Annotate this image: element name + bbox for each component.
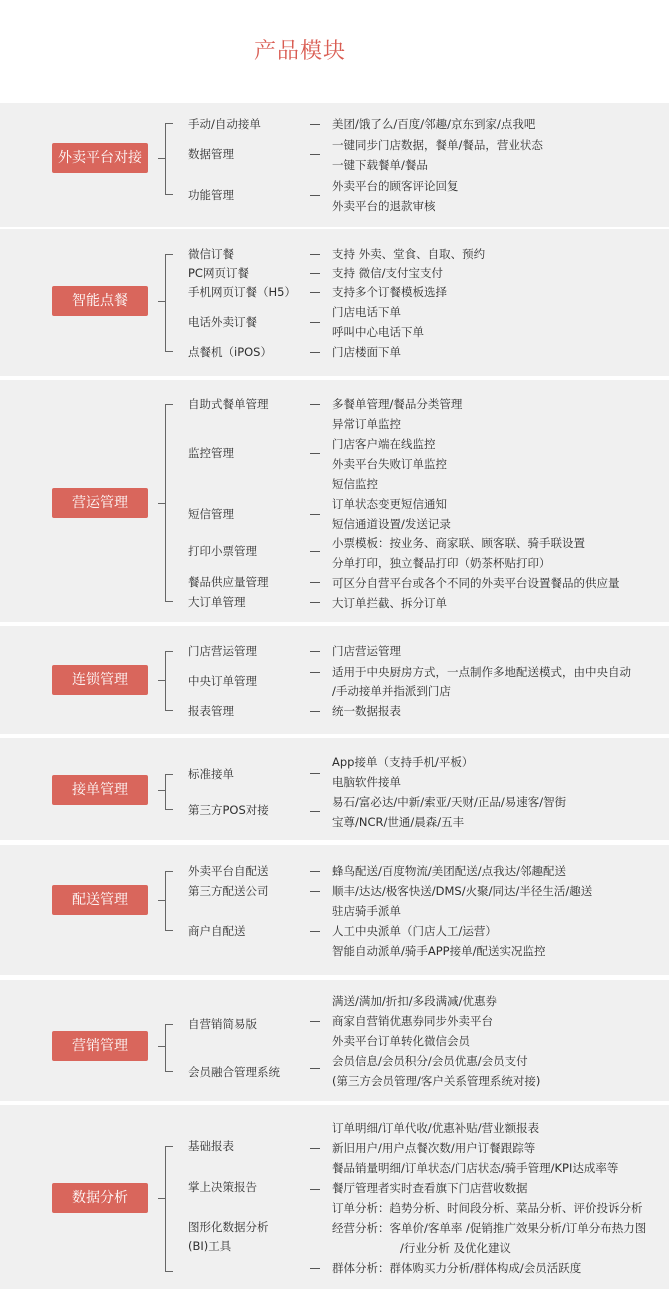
category-label: 电话外卖订餐: [188, 315, 257, 329]
detail-item: 门店楼面下单: [332, 345, 401, 359]
category-label: 会员融合管理系统: [188, 1065, 280, 1079]
detail-item: 群体分析：群体购买力分析/群体构成/会员活跃度: [332, 1261, 582, 1275]
connector-dash: [310, 1189, 320, 1190]
connector-dash: [310, 124, 320, 125]
detail-item: 多餐单管理/餐品分类管理: [332, 397, 463, 411]
detail-item: 订单状态变更短信通知: [332, 497, 447, 511]
detail-item: /手动接单并指派到门店: [332, 684, 451, 698]
connector-tick: [158, 680, 165, 681]
connector-dash: [310, 1021, 320, 1022]
connector-dash: [310, 154, 320, 155]
module-badge-operations: 营运管理: [52, 488, 148, 518]
category-label: 第三方配送公司: [188, 884, 269, 898]
detail-item: 短信通道设置/发送记录: [332, 517, 451, 531]
module-badge-data-analysis: 数据分析: [52, 1183, 148, 1213]
connector-tick: [158, 790, 165, 791]
connector-tick: [158, 301, 165, 302]
detail-item: 餐品销量明细/订单状态/门店状态/骑手管理/KPI达成率等: [332, 1161, 619, 1175]
detail-item: 智能自动派单/骑手APP接单/配送实况监控: [332, 944, 546, 958]
connector-tick: [158, 503, 165, 504]
connector-tick: [158, 158, 165, 159]
page-title: 产品模块: [253, 39, 346, 64]
connector-dash: [310, 292, 320, 293]
connector-dash: [310, 871, 320, 872]
connector-tick: [158, 1198, 165, 1199]
category-label: 自助式餐单管理: [188, 397, 269, 411]
detail-item: 会员信息/会员积分/会员优惠/会员支付: [332, 1054, 528, 1068]
detail-item: 支持 微信/支付宝支付: [332, 266, 444, 280]
category-label: 手机网页订餐（H5）: [188, 285, 296, 299]
category-label: 餐品供应量管理: [188, 575, 269, 589]
connector-tick: [158, 1046, 165, 1047]
detail-item: 驻店骑手派单: [332, 904, 401, 918]
detail-item: 大订单拦截、拆分订单: [332, 596, 447, 610]
category-bracket: [165, 1024, 173, 1072]
detail-item: 满送/满加/折扣/多段满减/优惠券: [332, 994, 497, 1008]
detail-item: 经营分析：客单价/客单率 /促销推广效果分析/订单分布热力图: [332, 1221, 647, 1235]
detail-item: 分单打印，独立餐品打印（奶茶杯贴打印）: [332, 556, 551, 570]
connector-dash: [310, 651, 320, 652]
connector-dash: [310, 811, 320, 812]
detail-item: 外卖平台失败订单监控: [332, 457, 447, 471]
connector-dash: [310, 514, 320, 515]
category-label: 点餐机（iPOS）: [188, 345, 272, 359]
connector-dash: [310, 773, 320, 774]
category-bracket: [165, 1146, 173, 1272]
category-label: 微信订餐: [188, 247, 234, 261]
category-label: 图形化数据分析: [188, 1220, 269, 1234]
detail-item: 外卖平台订单转化微信会员: [332, 1034, 470, 1048]
detail-item: 小票模板：按业务、商家联、顾客联、骑手联设置: [332, 536, 585, 550]
category-label: PC网页订餐: [188, 266, 249, 280]
module-badge-marketing: 营销管理: [52, 1031, 148, 1061]
category-label: 掌上决策报告: [188, 1180, 257, 1194]
detail-item: 外卖平台的退款审核: [332, 199, 436, 213]
module-badge-chain: 连锁管理: [52, 665, 148, 695]
connector-tick: [158, 900, 165, 901]
detail-item: 美团/饿了么/百度/邻趣/京东到家/点我吧: [332, 117, 536, 131]
detail-item: 商家自营销优惠券同步外卖平台: [332, 1014, 493, 1028]
detail-item: 电脑软件接单: [332, 775, 401, 789]
detail-item: 门店电话下单: [332, 305, 401, 319]
category-label: 基础报表: [188, 1139, 234, 1153]
connector-dash: [310, 931, 320, 932]
detail-item: 订单分析：趋势分析、时间段分析、菜品分析、评价投诉分析: [332, 1201, 643, 1215]
connector-dash: [310, 453, 320, 454]
detail-item: 易石/富必达/中新/索亚/天财/正品/易速客/智街: [332, 795, 567, 809]
connector-dash: [310, 672, 320, 673]
detail-item: 异常订单监控: [332, 417, 401, 431]
category-label: 门店营运管理: [188, 644, 257, 658]
detail-item: 可区分自营平台或各个不同的外卖平台设置餐品的供应量: [332, 576, 620, 590]
category-label: 标准接单: [188, 767, 234, 781]
detail-item: 蜂鸟配送/百度物流/美团配送/点我达/邻趣配送: [332, 864, 566, 878]
connector-dash: [310, 404, 320, 405]
connector-dash: [310, 602, 320, 603]
connector-dash: [310, 891, 320, 892]
module-badge-smart-ordering: 智能点餐: [52, 286, 148, 316]
detail-item: 门店营运管理: [332, 644, 401, 658]
detail-item: 一键下载餐单/餐品: [332, 158, 428, 172]
detail-item: 短信监控: [332, 477, 378, 491]
category-label: 手动/自动接单: [188, 117, 261, 131]
category-label: 监控管理: [188, 446, 234, 460]
module-badge-delivery: 配送管理: [52, 885, 148, 915]
category-label: 功能管理: [188, 188, 234, 202]
detail-item: 宝尊/NCR/世通/晨森/五丰: [332, 815, 465, 829]
category-label: 中央订单管理: [188, 674, 257, 688]
connector-dash: [310, 582, 320, 583]
connector-dash: [310, 195, 320, 196]
detail-item: 一键同步门店数据，餐单/餐品，营业状态: [332, 138, 543, 152]
category-label: 外卖平台自配送: [188, 864, 269, 878]
connector-dash: [310, 1068, 320, 1069]
detail-item: 人工中央派单（门店人工/运营）: [332, 924, 497, 938]
detail-item: 支持 外卖、堂食、自取、预约: [332, 247, 486, 261]
category-bracket: [165, 871, 173, 931]
detail-item: 订单明细/订单代收/优惠补贴/营业额报表: [332, 1121, 540, 1135]
connector-dash: [310, 1148, 320, 1149]
detail-item: 餐厅管理者实时查看旗下门店营收数据: [332, 1181, 528, 1195]
detail-item: (第三方会员管理/客户关系管理系统对接): [332, 1074, 541, 1088]
connector-dash: [310, 352, 320, 353]
category-bracket: [165, 254, 173, 352]
detail-item: /行业分析 及优化建议: [400, 1241, 512, 1255]
connector-dash: [310, 551, 320, 552]
detail-item: 统一数据报表: [332, 704, 401, 718]
category-bracket: [165, 651, 173, 711]
module-badge-order-receiving: 接单管理: [52, 775, 148, 805]
category-bracket: [165, 774, 173, 810]
category-label: 大订单管理: [188, 595, 246, 609]
connector-dash: [310, 273, 320, 274]
category-bracket: [165, 123, 173, 195]
category-bracket: [165, 404, 173, 602]
detail-item: 门店客户端在线监控: [332, 437, 436, 451]
module-badge-takeout-platform: 外卖平台对接: [52, 143, 148, 173]
category-label: 自营销简易版: [188, 1017, 257, 1031]
category-label: (BI)工具: [188, 1239, 232, 1253]
connector-dash: [310, 711, 320, 712]
detail-item: 新旧用户/用户点餐次数/用户订餐跟踪等: [332, 1141, 536, 1155]
detail-item: 顺丰/达达/极客快送/DMS/火聚/同达/半径生活/趣送: [332, 884, 593, 898]
category-label: 商户自配送: [188, 924, 246, 938]
connector-dash: [310, 322, 320, 323]
detail-item: App接单（支持手机/平板）: [332, 755, 474, 769]
detail-item: 外卖平台的顾客评论回复: [332, 179, 459, 193]
detail-item: 支持多个订餐模板选择: [332, 285, 447, 299]
category-label: 报表管理: [188, 704, 234, 718]
category-label: 第三方POS对接: [188, 803, 269, 817]
category-label: 短信管理: [188, 507, 234, 521]
detail-item: 适用于中央厨房方式，一点制作多地配送模式，由中央自动: [332, 665, 631, 679]
category-label: 打印小票管理: [188, 544, 257, 558]
detail-item: 呼叫中心电话下单: [332, 325, 424, 339]
connector-dash: [310, 254, 320, 255]
category-label: 数据管理: [188, 147, 234, 161]
connector-dash: [310, 1268, 320, 1269]
